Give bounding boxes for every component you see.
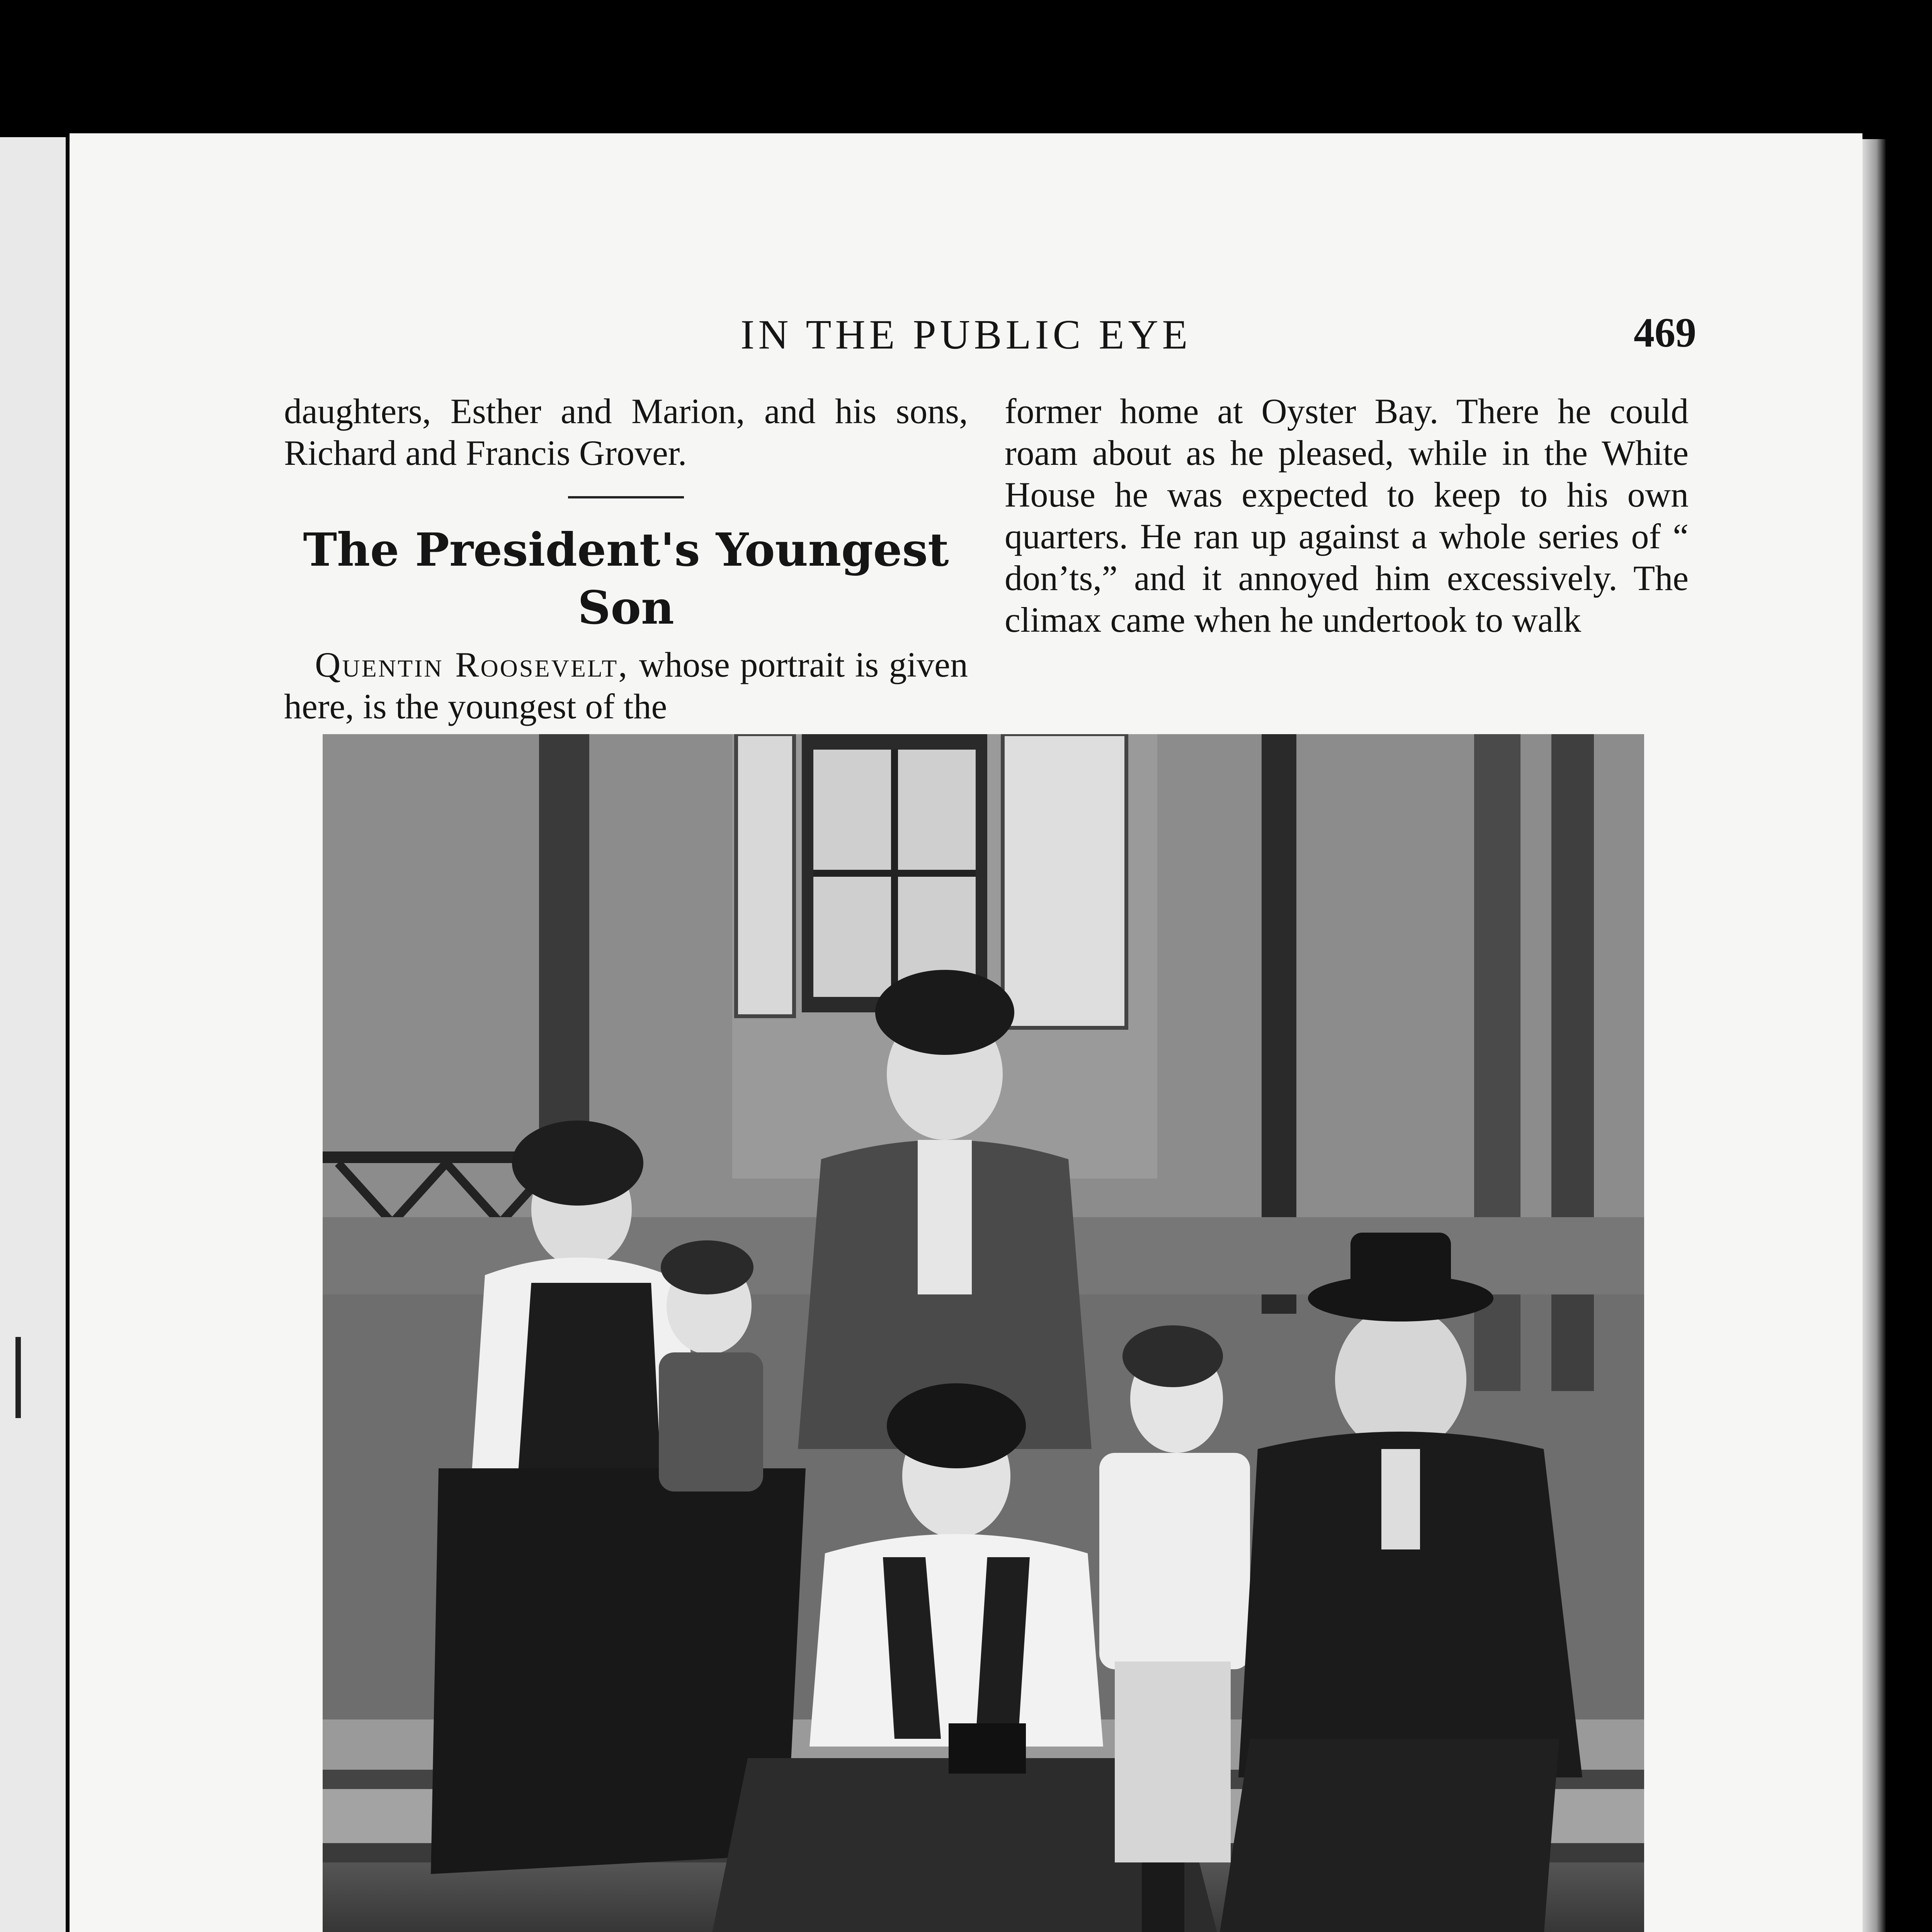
- page-number: 469: [1634, 310, 1696, 356]
- article-lead: [284, 644, 968, 727]
- page-fold-shadow: [1862, 139, 1886, 1932]
- cleveland-family-photo: [323, 734, 1644, 1932]
- photo-illustration: [323, 734, 1644, 1932]
- column-right-top: [1005, 390, 1689, 641]
- column-left-top: [284, 390, 968, 727]
- magazine-page: [70, 133, 1862, 1932]
- section-divider: [568, 496, 684, 498]
- paragraph: former home at Oyster Bay. There he could roam about as he pleased, while in the White House he was expected to keep to his own quarters. He ran up against a whole series of “ don’ts,” and it annoyed him excessively. The climax came when he undertook to walk: [1005, 391, 1689, 639]
- running-head: IN THE PUBLIC EYE: [740, 312, 1192, 358]
- lead-smallcaps: Quentin Roosevelt,: [315, 645, 629, 684]
- lead-text: whose portrait is given here, is the youngest of the: [284, 645, 968, 726]
- gutter-mark: [15, 1337, 21, 1418]
- facing-page-edge: [0, 137, 70, 1932]
- paragraph: daughters, Esther and Marion, and his sons, Richard and Francis Grover.: [284, 391, 968, 473]
- article-headline: The President's Youngest Son: [303, 523, 949, 634]
